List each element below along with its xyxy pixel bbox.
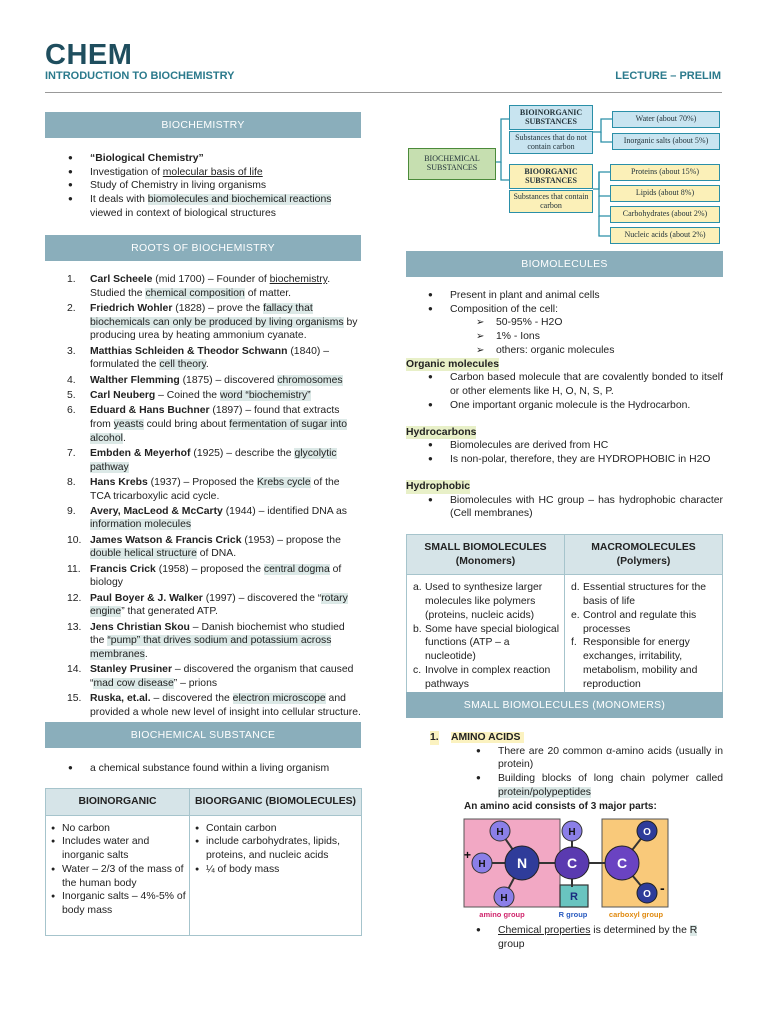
list-item: 4. Walther Flemming (1875) – discovered chromosomes: [67, 374, 343, 386]
roots-heading: ROOTS OF BIOCHEMISTRY: [45, 235, 361, 261]
inorganic-organic-table: [45, 788, 362, 936]
table-cell: [190, 815, 362, 935]
hydrocarbons-list: [406, 439, 723, 466]
list-item: 6. Eduard & Hans Buchner (1897) – found that extracts from yeasts could bring about fermentation of sugar into alcohol.: [67, 405, 348, 444]
svg-text:O: O: [643, 889, 651, 900]
svg-text:H: H: [500, 893, 508, 904]
table-item: ● Includes water and inorganic salts: [48, 835, 187, 862]
table-item: b. Some have special biological functions (ATP – a nucleotide): [413, 623, 560, 663]
diagram-salts-box: Inorganic salts (about 5%): [612, 133, 720, 150]
chemical-properties-list: [476, 924, 723, 951]
table-item: c. Involve in complex reaction pathways: [413, 664, 551, 690]
substance-heading: BIOCHEMICAL SUBSTANCE: [45, 722, 361, 748]
organic-label: Organic molecules: [406, 358, 499, 370]
table-cell: [46, 815, 190, 935]
monomers-heading: SMALL BIOMOLECULES (MONOMERS): [406, 692, 723, 718]
table-header: MACROMOLECULES (Polymers): [565, 535, 723, 575]
list-item: 3. Matthias Schleiden & Theodor Schwann (1840) – formulated the cell theory.: [67, 345, 330, 371]
list-item: ● Carbon based molecule that are covalently bonded to itself or other elements like H, O, N, S, P.: [428, 371, 723, 398]
table-cell: [565, 575, 723, 698]
list-item: 8. Hans Krebs (1937) – Proposed the Krebs cycle of the TCA tricarboxylic acid cycle.: [67, 476, 340, 502]
table-item: f. Responsible for energy exchanges, irritability, metabolism, mobility and reproduction: [571, 637, 698, 690]
biomolecules-list: [406, 289, 723, 316]
table-item: ● Inorganic salts – 4%-5% of body mass: [48, 890, 187, 917]
biochemical-substances-diagram: [406, 102, 726, 247]
diagram-water-box: Water (about 70%): [612, 111, 720, 128]
list-item: ● Investigation of molecular basis of life: [68, 166, 358, 180]
list-item: 13. Jens Christian Skou – Danish biochemist who studied the “pump” that drives sodium and potassium across membranes.: [67, 621, 345, 661]
list-item: 7. Embden & Meyerhof (1925) – describe the glycolytic pathway: [67, 447, 337, 473]
diagram-root-box: BIOCHEMICAL SUBSTANCES: [408, 148, 496, 180]
list-item: 10. James Watson & Francis Crick (1953) – propose the double helical structure of DNA.: [67, 534, 341, 560]
amino-acids-title: 1. AMINO ACIDS: [406, 731, 723, 745]
list-item: ➢ 50-95% - H2O: [476, 316, 723, 330]
biochemistry-heading: BIOCHEMISTRY: [45, 112, 361, 138]
table-item: ● Water – 2/3 of the mass of the human body: [48, 863, 187, 890]
svg-text:O: O: [643, 827, 651, 838]
svg-text:H: H: [496, 827, 504, 838]
svg-text:H: H: [478, 859, 486, 870]
biomolecule-size-table: [406, 534, 723, 698]
list-item: ● One important organic molecule is the Hydrocarbon.: [428, 399, 723, 413]
amino-acids-section: [406, 731, 723, 813]
list-item: 15. Ruska, et.al. – discovered the electron microscope and provided a whole new level of insight into cellular structure.: [67, 693, 361, 719]
lecture-label: LECTURE – PRELIM: [615, 70, 721, 82]
amino-acid-figure: [458, 817, 670, 921]
diagram-inorganic-desc: Substances that do not contain carbon: [509, 131, 593, 154]
figure-title: An amino acid consists of 3 major parts:: [464, 800, 657, 812]
composition-list: [406, 316, 723, 357]
list-item: 9. Avery, MacLeod & McCarty (1944) – identified DNA as information molecules: [67, 505, 347, 531]
diagram-lipids-box: Lipids (about 8%): [610, 185, 720, 202]
hydrophobic-list: [406, 494, 723, 521]
list-item: 12. Paul Boyer & J. Walker (1997) – discovered the “rotary engine” that generated ATP.: [67, 592, 348, 618]
list-item: 14. Stanley Prusiner – discovered the organism that caused “mad cow disease” – prions: [67, 664, 354, 690]
svg-text:H: H: [568, 827, 576, 838]
table-header: SMALL BIOMOLECULES (Monomers): [407, 535, 565, 575]
svg-text:carboxyl group: carboxyl group: [608, 910, 664, 919]
list-item: 2. Friedrich Wohler (1828) – prove the fallacy that biochemicals can only be produced by living organisms by producing urea by heating ammonium cyanate.: [67, 302, 358, 342]
list-item: ● Biomolecules are derived from HC: [428, 439, 723, 453]
diagram-nucleic-box: Nucleic acids (about 2%): [610, 227, 720, 244]
list-item: 11. Francis Crick (1958) – proposed the central dogma of biology: [67, 563, 342, 589]
table-item: e. Control and regulate this processes: [571, 609, 697, 635]
biomolecules-section: [406, 289, 723, 521]
table-item: a. Used to synthesize larger molecules like polymers (proteins, nucleic acids): [413, 582, 543, 621]
table-item: ● No carbon: [48, 822, 187, 836]
list-item: ● “Biological Chemistry”: [68, 152, 358, 166]
list-item: ● Building blocks of long chain polymer called protein/polypeptides: [476, 772, 723, 799]
list-item: ● Chemical properties is determined by the R group: [476, 924, 723, 951]
amino-acids-list: [406, 745, 723, 800]
svg-text:C: C: [566, 855, 578, 871]
list-item: ● Composition of the cell:: [428, 303, 723, 317]
diagram-inorganic-box: BIOINORGANIC SUBSTANCES: [509, 105, 593, 130]
list-item: ● Biomolecules with HC group – has hydrophobic character (Cell membranes): [428, 494, 723, 521]
svg-text:-: -: [660, 880, 665, 896]
page-subtitle: INTRODUCTION TO BIOCHEMISTRY: [45, 70, 235, 82]
svg-text:R group: R group: [558, 910, 588, 919]
table-cell: [407, 575, 565, 698]
list-item: ● It deals with biomolecules and biochemical reactions viewed in context of biological structures: [68, 193, 358, 220]
diagram-organic-desc: Substances that contain carbon: [509, 190, 593, 213]
list-item: ● There are 20 common α-amino acids (usually in protein): [476, 745, 723, 772]
list-item: ● Present in plant and animal cells: [428, 289, 723, 303]
page-title: CHEM: [45, 39, 133, 71]
svg-text:R: R: [570, 891, 578, 903]
biomolecules-heading: BIOMOLECULES: [406, 251, 723, 277]
list-item: ● Study of Chemistry in living organisms: [68, 179, 358, 193]
svg-text:C: C: [616, 855, 628, 871]
svg-text:+: +: [464, 848, 472, 862]
list-item: 5. Carl Neuberg – Coined the word “biochemistry”: [67, 389, 311, 401]
substance-list: [68, 762, 358, 776]
table-item: ● ¼ of body mass: [192, 863, 359, 877]
diagram-proteins-box: Proteins (about 15%): [610, 164, 720, 181]
table-item: d. Essential structures for the basis of life: [571, 582, 707, 608]
table-item: ● Contain carbon: [192, 822, 359, 836]
svg-text:amino group: amino group: [479, 910, 525, 919]
list-item: ➢ 1% - Ions: [476, 330, 723, 344]
diagram-organic-box: BIOORGANIC SUBSTANCES: [509, 164, 593, 189]
roots-list: [45, 273, 361, 721]
list-item: ● a chemical substance found within a living organism: [68, 762, 358, 776]
hydrocarbons-label: Hydrocarbons: [406, 426, 477, 438]
table-header: BIOINORGANIC: [46, 789, 190, 816]
organic-list: [406, 371, 723, 412]
list-item: ● Is non-polar, therefore, they are HYDROPHOBIC in H2O: [428, 453, 723, 467]
diagram-carbs-box: Carbohydrates (about 2%): [610, 206, 720, 223]
table-item: ● include carbohydrates, lipids, proteins, and nucleic acids: [192, 835, 359, 862]
list-item: ➢ others: organic molecules: [476, 344, 723, 358]
hydrophobic-label: Hydrophobic: [406, 480, 471, 492]
svg-text:N: N: [516, 855, 528, 871]
table-header: BIOORGANIC (BIOMOLECULES): [190, 789, 362, 816]
list-item: 1. Carl Scheele (mid 1700) – Founder of biochemistry. Studied the chemical composition of matter.: [67, 274, 331, 299]
header-divider: [45, 92, 722, 93]
biochemistry-list: [68, 152, 358, 221]
